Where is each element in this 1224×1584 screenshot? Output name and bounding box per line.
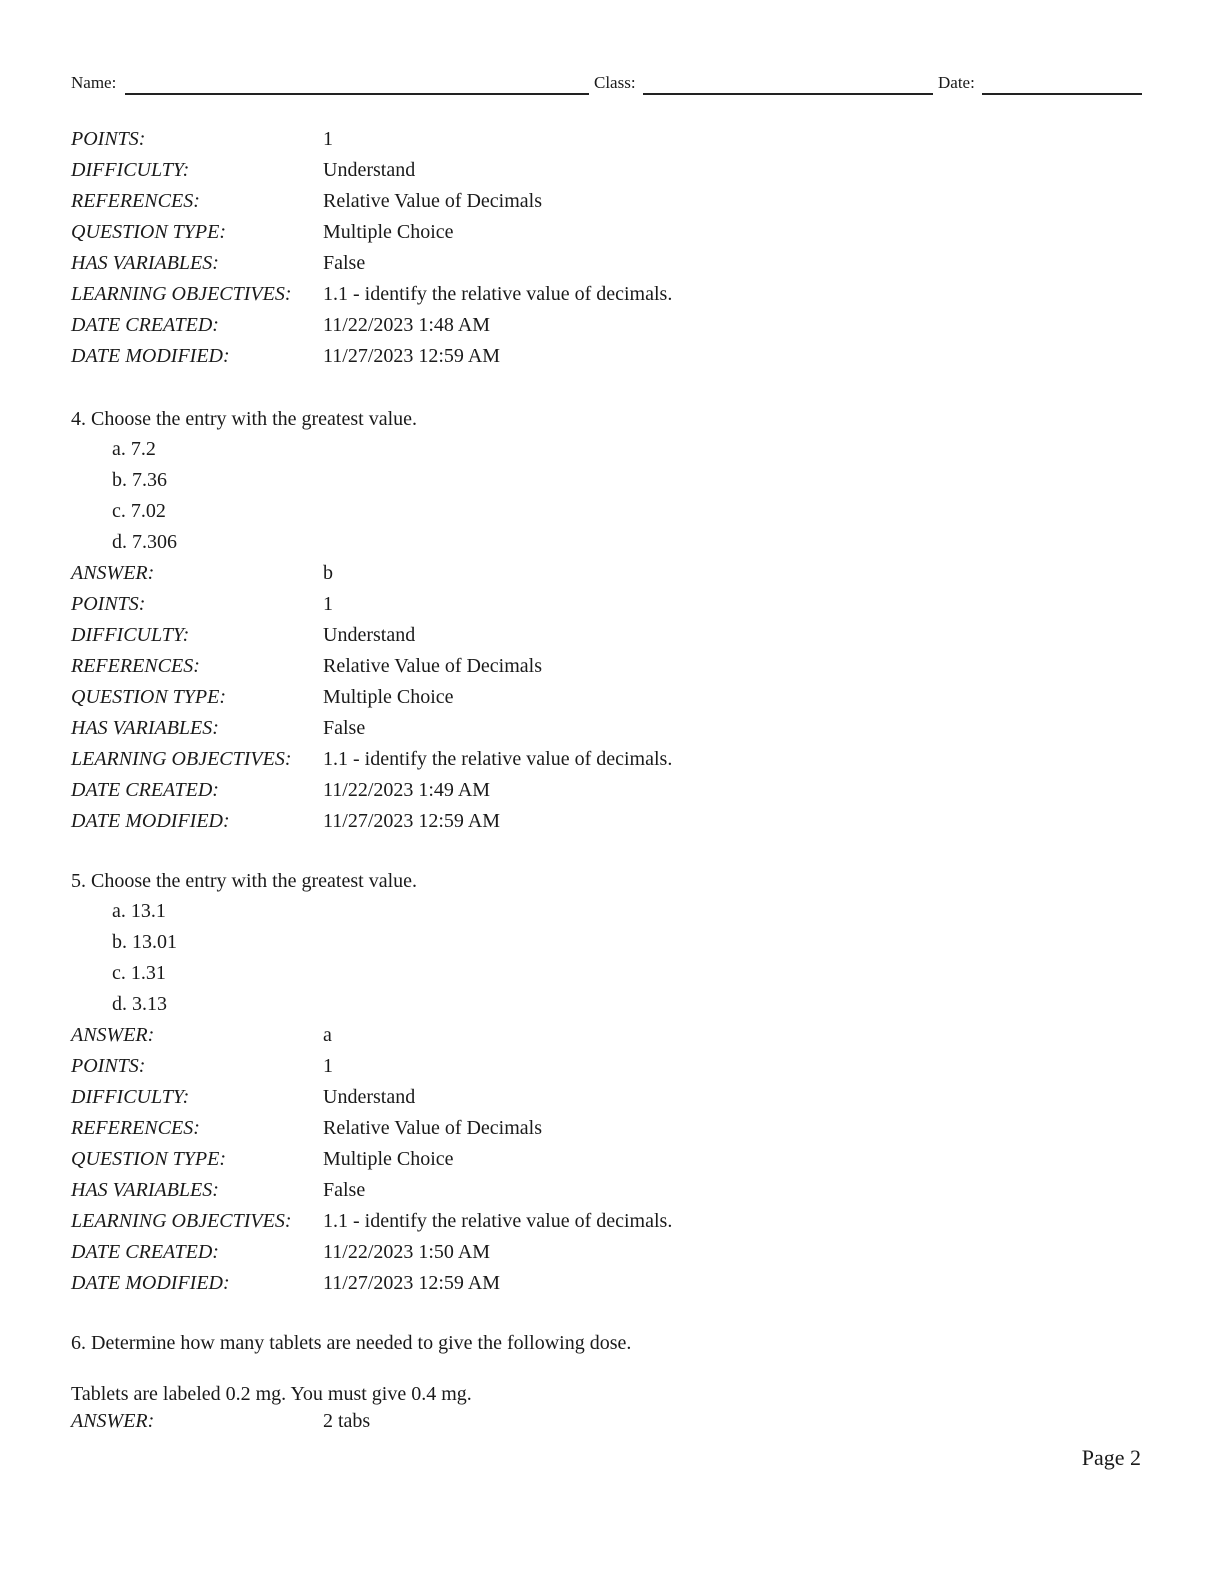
answer-option-c: c. 7.02 xyxy=(112,500,166,522)
meta-row-has-variables xyxy=(71,248,1151,279)
answer-option-b: b. 7.36 xyxy=(112,469,167,491)
meta-row-answer xyxy=(71,558,1151,589)
meta-value: 1.1 - identify the relative value of decimals. xyxy=(323,748,673,770)
meta-row-learning-objectives xyxy=(71,1206,1151,1237)
meta-value: 11/22/2023 1:48 AM xyxy=(323,314,491,336)
question-6-text: 6. Determine how many tablets are needed to give the following dose. xyxy=(71,1332,632,1354)
meta-value: 1.1 - identify the relative value of decimals. xyxy=(323,1210,673,1232)
meta-row-answer xyxy=(71,1406,1151,1437)
meta-key: ANSWER: xyxy=(71,1024,155,1046)
meta-value: b xyxy=(323,562,333,584)
meta-key: DATE CREATED: xyxy=(71,779,219,801)
meta-value: 2 tabs xyxy=(323,1410,371,1432)
meta-row-date-modified xyxy=(71,1268,1151,1299)
meta-key: POINTS: xyxy=(71,1055,146,1077)
meta-row-points xyxy=(71,124,1151,155)
question-3-metadata xyxy=(71,124,1151,372)
meta-key: DATE MODIFIED: xyxy=(71,810,230,832)
meta-value: 11/27/2023 12:59 AM xyxy=(323,1272,501,1294)
meta-key: REFERENCES: xyxy=(71,655,200,677)
meta-row-date-created xyxy=(71,1237,1151,1268)
meta-key: POINTS: xyxy=(71,593,146,615)
meta-value: Relative Value of Decimals xyxy=(323,655,543,677)
meta-row-question-type xyxy=(71,217,1151,248)
meta-key: QUESTION TYPE: xyxy=(71,221,227,243)
meta-value: 1 xyxy=(323,128,333,150)
date-label: Date: xyxy=(938,73,975,92)
answer-option-a: a. 7.2 xyxy=(112,438,156,460)
meta-row-question-type xyxy=(71,682,1151,713)
question-6-answer xyxy=(71,1406,1151,1437)
meta-row-references xyxy=(71,651,1151,682)
meta-key: REFERENCES: xyxy=(71,1117,200,1139)
answer-option-c: c. 1.31 xyxy=(112,962,166,984)
class-line xyxy=(643,93,933,95)
meta-key: ANSWER: xyxy=(71,1410,155,1432)
meta-key: HAS VARIABLES: xyxy=(71,252,219,274)
meta-value: False xyxy=(323,252,366,274)
meta-row-date-modified xyxy=(71,341,1151,372)
meta-row-difficulty xyxy=(71,155,1151,186)
meta-value: Understand xyxy=(323,159,416,181)
meta-key: DATE CREATED: xyxy=(71,1241,219,1263)
meta-row-learning-objectives xyxy=(71,744,1151,775)
meta-value: Understand xyxy=(323,1086,416,1108)
meta-key: POINTS: xyxy=(71,128,146,150)
meta-key: LEARNING OBJECTIVES: xyxy=(71,748,292,770)
meta-key: HAS VARIABLES: xyxy=(71,1179,219,1201)
meta-value: Relative Value of Decimals xyxy=(323,190,543,212)
meta-row-difficulty xyxy=(71,1082,1151,1113)
meta-key: QUESTION TYPE: xyxy=(71,686,227,708)
worksheet-header xyxy=(71,72,1142,96)
meta-value: a xyxy=(323,1024,332,1046)
meta-value: Relative Value of Decimals xyxy=(323,1117,543,1139)
meta-value: 11/22/2023 1:49 AM xyxy=(323,779,491,801)
meta-key: LEARNING OBJECTIVES: xyxy=(71,283,292,305)
answer-option-d: d. 7.306 xyxy=(112,531,177,553)
meta-value: 1 xyxy=(323,1055,333,1077)
meta-row-date-created xyxy=(71,775,1151,806)
meta-value: 11/27/2023 12:59 AM xyxy=(323,810,501,832)
meta-key: QUESTION TYPE: xyxy=(71,1148,227,1170)
meta-value: 1 xyxy=(323,593,333,615)
question-4 xyxy=(71,404,1151,837)
meta-row-has-variables xyxy=(71,713,1151,744)
meta-row-references xyxy=(71,1113,1151,1144)
name-label: Name: xyxy=(71,73,117,92)
question-6-prompt: Tablets are labeled 0.2 mg. You must give 0.4 mg. xyxy=(71,1383,472,1405)
meta-row-date-created xyxy=(71,310,1151,341)
meta-value: 11/27/2023 12:59 AM xyxy=(323,345,501,367)
meta-key: DATE MODIFIED: xyxy=(71,345,230,367)
question-text: 4. Choose the entry with the greatest value. xyxy=(71,408,418,430)
class-label: Class: xyxy=(594,73,636,92)
meta-key: REFERENCES: xyxy=(71,190,200,212)
meta-key: DATE MODIFIED: xyxy=(71,1272,230,1294)
meta-row-points xyxy=(71,1051,1151,1082)
meta-key: DIFFICULTY: xyxy=(71,624,190,646)
meta-row-answer xyxy=(71,1020,1151,1051)
meta-key: DIFFICULTY: xyxy=(71,1086,190,1108)
meta-value: False xyxy=(323,717,366,739)
meta-value: Multiple Choice xyxy=(323,686,454,708)
meta-row-date-modified xyxy=(71,806,1151,837)
name-line xyxy=(125,93,589,95)
answer-option-a: a. 13.1 xyxy=(112,900,166,922)
meta-value: Multiple Choice xyxy=(323,1148,454,1170)
meta-row-points xyxy=(71,589,1151,620)
meta-row-references xyxy=(71,186,1151,217)
meta-value: False xyxy=(323,1179,366,1201)
meta-row-difficulty xyxy=(71,620,1151,651)
question-text: 5. Choose the entry with the greatest value. xyxy=(71,870,418,892)
page-number: Page 2 xyxy=(1081,1445,1141,1470)
meta-row-has-variables xyxy=(71,1175,1151,1206)
meta-value: 1.1 - identify the relative value of decimals. xyxy=(323,283,673,305)
meta-key: DATE CREATED: xyxy=(71,314,219,336)
question-5 xyxy=(71,866,1151,1299)
meta-row-learning-objectives xyxy=(71,279,1151,310)
answer-option-d: d. 3.13 xyxy=(112,993,167,1015)
meta-row-question-type xyxy=(71,1144,1151,1175)
meta-key: DIFFICULTY: xyxy=(71,159,190,181)
date-line xyxy=(982,93,1142,95)
meta-key: LEARNING OBJECTIVES: xyxy=(71,1210,292,1232)
meta-key: ANSWER: xyxy=(71,562,155,584)
meta-value: Understand xyxy=(323,624,416,646)
meta-key: HAS VARIABLES: xyxy=(71,717,219,739)
answer-option-b: b. 13.01 xyxy=(112,931,177,953)
meta-value: 11/22/2023 1:50 AM xyxy=(323,1241,491,1263)
meta-value: Multiple Choice xyxy=(323,221,454,243)
